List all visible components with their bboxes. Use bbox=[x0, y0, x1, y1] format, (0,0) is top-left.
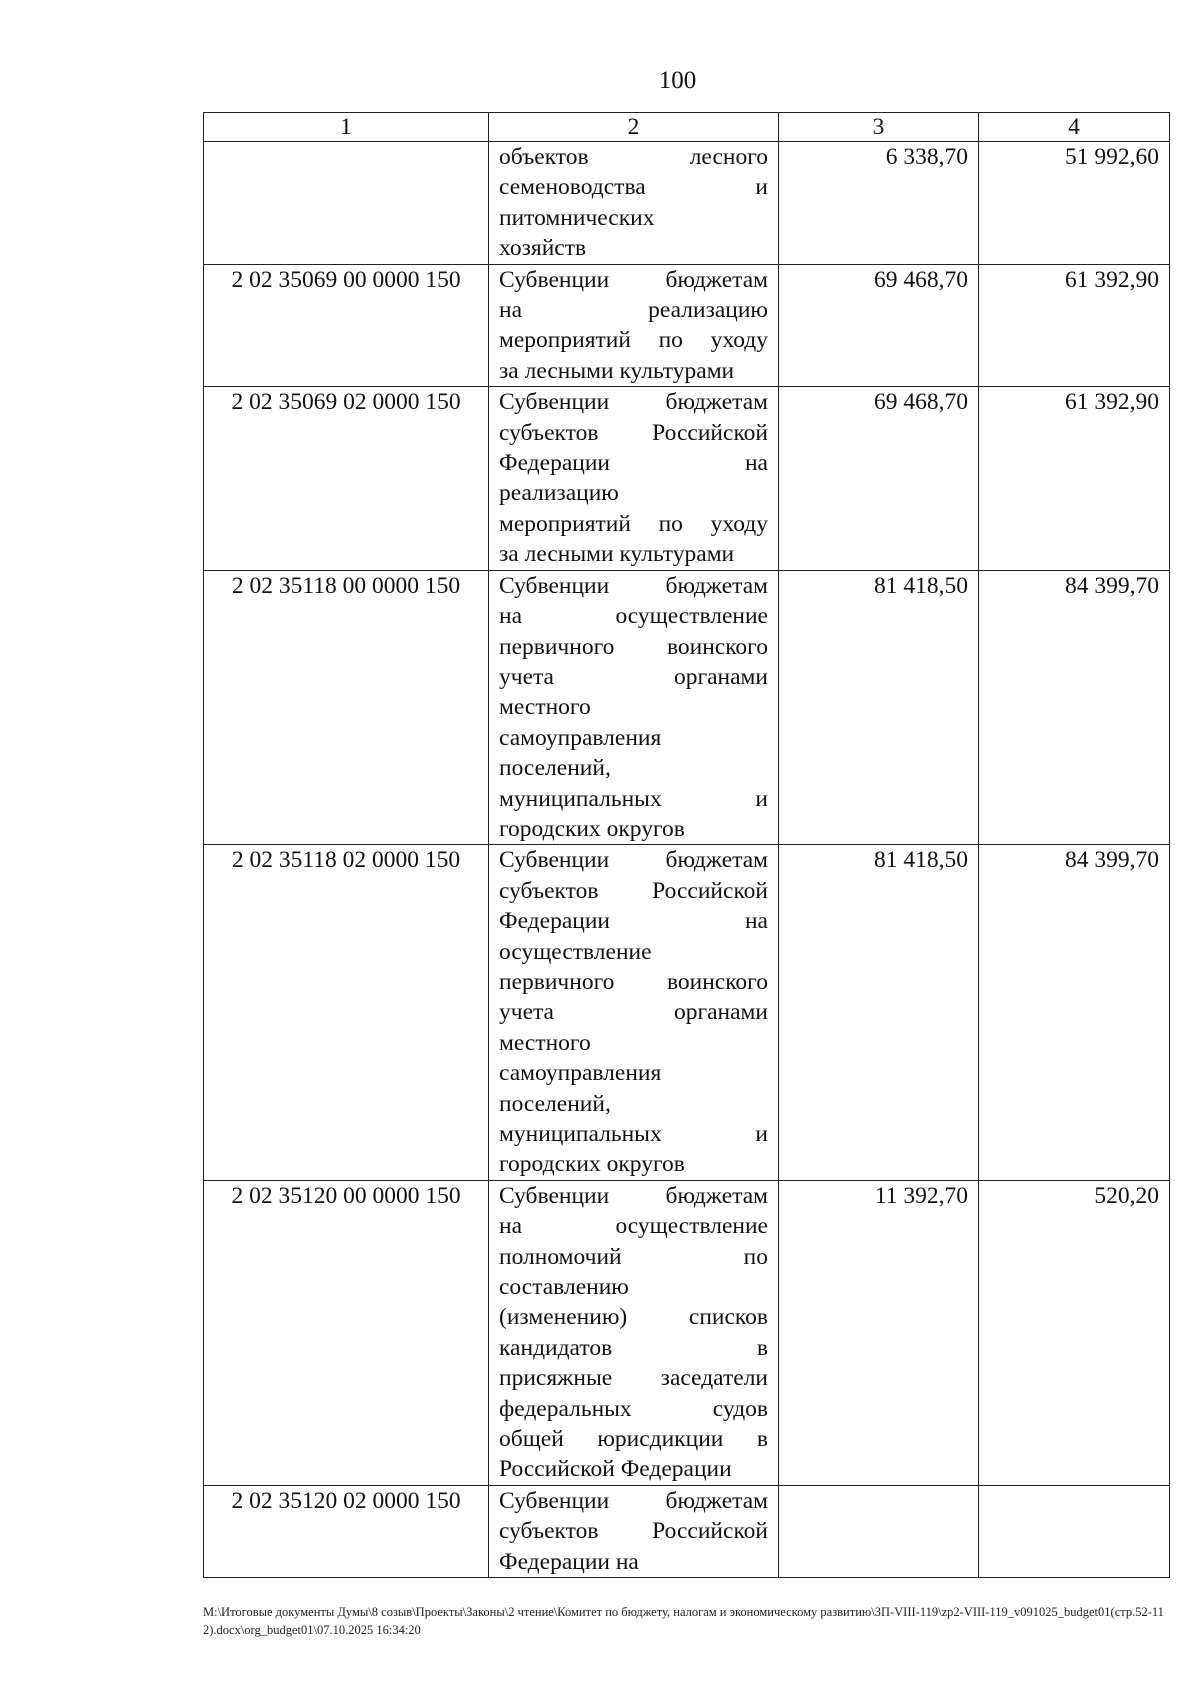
amount-column-4-cell bbox=[979, 1485, 1170, 1577]
amount-column-3-cell: 69 468,70 bbox=[779, 387, 979, 570]
description-line: на осуществление bbox=[499, 1213, 768, 1240]
income-code-cell: 2 02 35118 00 0000 150 bbox=[204, 570, 489, 845]
description-line: Субвенции бюджетам bbox=[499, 266, 768, 293]
amount-column-3-cell: 69 468,70 bbox=[779, 264, 979, 387]
income-code-cell: 2 02 35120 00 0000 150 bbox=[204, 1180, 489, 1485]
income-code-cell: 2 02 35069 00 0000 150 bbox=[204, 264, 489, 387]
amount-column-3-cell: 81 418,50 bbox=[779, 845, 979, 1180]
document-path-footer: M:\Итоговые документы Думы\8 созыв\Проекты\Законы\2 чтение\Комитет по бюджету, налогам и экономическому развитию\ЗП-VIII-119\zp2-VIII-119_v091025_budget01(стр.52-112).docx\org_budget01\07.10.2025 16:34:20 bbox=[203, 1605, 1164, 1637]
description-line: городских округов bbox=[499, 1151, 685, 1178]
description-line: учета органами bbox=[499, 999, 768, 1026]
description-line: Федерации на bbox=[499, 450, 768, 477]
description-line: на реализацию bbox=[499, 297, 768, 324]
description-line: за лесными культурами bbox=[499, 357, 735, 384]
description-line: Субвенции бюджетам bbox=[499, 1182, 768, 1209]
description-line: местного bbox=[499, 1029, 591, 1056]
table-row bbox=[204, 142, 1170, 265]
description-line: реализацию bbox=[499, 480, 619, 507]
table-row bbox=[204, 570, 1170, 845]
description-line: субъектов Российской bbox=[499, 419, 768, 446]
table-row bbox=[204, 264, 1170, 387]
description-line: субъектов Российской bbox=[499, 1518, 768, 1545]
description-line: (изменению) списков bbox=[499, 1304, 768, 1331]
description-line: осуществление bbox=[499, 938, 652, 965]
description-line: первичного воинского bbox=[499, 633, 768, 660]
income-code-cell: 2 02 35069 02 0000 150 bbox=[204, 387, 489, 570]
column-header-2: 2 bbox=[489, 113, 779, 142]
description-line: Субвенции бюджетам bbox=[499, 1487, 768, 1514]
amount-column-4-cell: 61 392,90 bbox=[979, 264, 1170, 387]
budget-table bbox=[203, 112, 1170, 1578]
column-header-1: 1 bbox=[204, 113, 489, 142]
table-row bbox=[204, 387, 1170, 570]
amount-column-3-cell: 11 392,70 bbox=[779, 1180, 979, 1485]
description-cell bbox=[489, 142, 779, 265]
amount-column-4-cell: 51 992,60 bbox=[979, 142, 1170, 265]
page-number: 100 bbox=[658, 67, 697, 94]
description-line: муниципальных и bbox=[499, 785, 768, 812]
description-line: федеральных судов bbox=[499, 1395, 768, 1422]
description-line: хозяйств bbox=[499, 235, 587, 262]
description-line: общей юрисдикции в bbox=[499, 1426, 768, 1453]
description-line: Субвенции бюджетам bbox=[499, 389, 768, 416]
description-line: полномочий по bbox=[499, 1243, 768, 1270]
description-line: Субвенции бюджетам bbox=[499, 847, 768, 874]
income-code-cell bbox=[204, 142, 489, 265]
description-line: семеноводства и bbox=[499, 174, 768, 201]
income-code-cell: 2 02 35118 02 0000 150 bbox=[204, 845, 489, 1180]
description-line: присяжные заседатели bbox=[499, 1365, 768, 1392]
amount-column-4-cell: 84 399,70 bbox=[979, 570, 1170, 845]
description-line: первичного воинского bbox=[499, 968, 768, 995]
description-cell bbox=[489, 264, 779, 387]
income-code-cell: 2 02 35120 02 0000 150 bbox=[204, 1485, 489, 1577]
amount-column-4-cell: 84 399,70 bbox=[979, 845, 1170, 1180]
description-cell bbox=[489, 845, 779, 1180]
description-line: муниципальных и bbox=[499, 1121, 768, 1147]
description-line: учета органами bbox=[499, 663, 768, 690]
amount-column-3-cell: 81 418,50 bbox=[779, 570, 979, 845]
amount-column-4-cell: 520,20 bbox=[979, 1180, 1170, 1485]
description-line: поселений, bbox=[499, 1090, 611, 1117]
description-line: объектов лесного bbox=[499, 144, 768, 170]
description-line: местного bbox=[499, 694, 591, 721]
description-line: за лесными культурами bbox=[499, 541, 735, 568]
description-cell bbox=[489, 387, 779, 570]
description-line: кандидатов в bbox=[499, 1334, 768, 1361]
description-line: Российской Федерации bbox=[499, 1456, 732, 1483]
description-line: на осуществление bbox=[499, 603, 768, 630]
amount-column-4-cell: 61 392,90 bbox=[979, 387, 1170, 570]
description-line: мероприятий по уходу bbox=[499, 510, 768, 537]
description-line: городских округов bbox=[499, 815, 685, 842]
description-line: Федерации на bbox=[499, 1548, 639, 1575]
table-row bbox=[204, 1485, 1170, 1577]
table-row bbox=[204, 1180, 1170, 1485]
description-line: Субвенции бюджетам bbox=[499, 572, 768, 599]
amount-column-3-cell bbox=[779, 1485, 979, 1577]
description-cell bbox=[489, 1485, 779, 1577]
description-cell bbox=[489, 1180, 779, 1485]
description-line: мероприятий по уходу bbox=[499, 327, 768, 354]
description-line: самоуправления bbox=[499, 724, 662, 751]
description-cell bbox=[489, 570, 779, 845]
description-line: составлению bbox=[499, 1274, 629, 1301]
amount-column-3-cell: 6 338,70 bbox=[779, 142, 979, 265]
description-line: самоуправления bbox=[499, 1060, 662, 1087]
description-line: поселений, bbox=[499, 755, 611, 782]
table-header-row bbox=[204, 113, 1170, 142]
table-row bbox=[204, 845, 1170, 1180]
description-line: питомнических bbox=[499, 204, 655, 231]
description-line: субъектов Российской bbox=[499, 877, 768, 904]
column-header-4: 4 bbox=[979, 113, 1170, 142]
column-header-3: 3 bbox=[779, 113, 979, 142]
description-line: Федерации на bbox=[499, 908, 768, 935]
